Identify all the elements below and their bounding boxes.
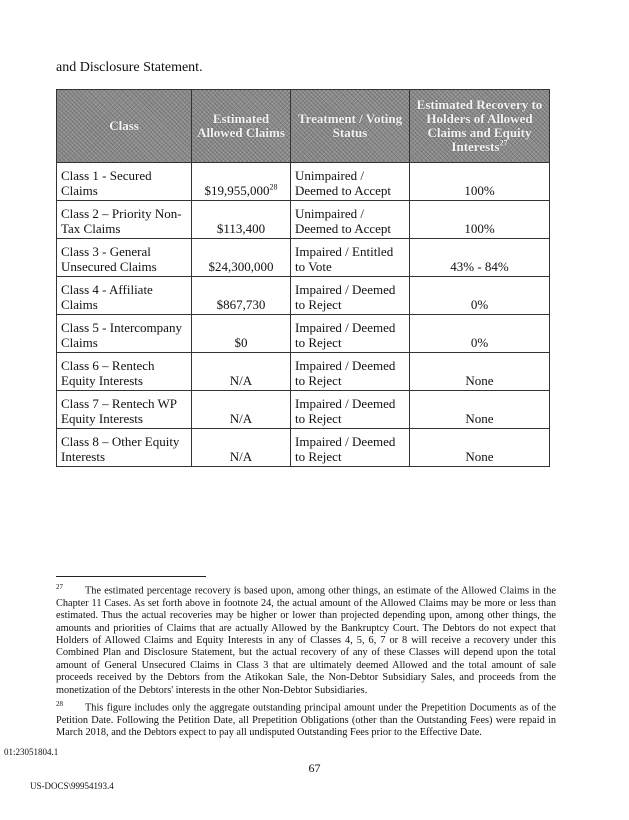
class-cell: Class 1 - Secured Claims [57, 163, 192, 201]
allowed-claims-cell: N/A [192, 391, 291, 429]
footnote-ref-28: 28 [269, 182, 278, 192]
footnote-28-text: This figure includes only the aggregate outstanding principal amount under the Prepetition Documents as of the Petition Date. Following the Petition Date, all Prepetition Obligations (other than the Outstanding Fees) were repaid in March 2018, and the Debtors expect to pay all undisputed Outstanding Fees prior to the Effective Date. [56, 702, 556, 739]
class-cell: Class 6 – Rentech Equity Interests [57, 353, 192, 391]
intro-text: and Disclosure Statement. [56, 60, 203, 75]
treatment-cell: Impaired / Deemed to Reject [291, 315, 410, 353]
treatment-cell: Impaired / Entitled to Vote [291, 239, 410, 277]
table-row [57, 277, 550, 315]
header-estimated-recovery: Estimated Recovery to Holders of Allowed Claims and Equity Interests$^{27}$ [410, 90, 550, 163]
recovery-cell: None [410, 353, 550, 391]
allowed-claims-cell: $113,400 [192, 201, 291, 239]
recovery-cell: 100% [410, 201, 550, 239]
page-number: 67 [308, 761, 321, 775]
allowed-claims-cell: N/A [192, 429, 291, 467]
treatment-cell: Impaired / Deemed to Reject [291, 277, 410, 315]
header-class: Class [57, 90, 192, 163]
table-row [57, 429, 550, 467]
class-cell: Class 8 – Other Equity Interests [57, 429, 192, 467]
class-cell: Class 4 - Affiliate Claims [57, 277, 192, 315]
header-treatment-voting-status: Treatment / Voting Status [291, 90, 410, 163]
footnote-separator [56, 576, 206, 577]
footnote-ref-27: 27 [499, 138, 508, 148]
footnote-28-mark: 28 [56, 700, 63, 708]
class-recovery-table [56, 89, 550, 467]
recovery-cell: 0% [410, 315, 550, 353]
treatment-cell: Unimpaired / Deemed to Accept [291, 163, 410, 201]
treatment-cell: Unimpaired / Deemed to Accept [291, 201, 410, 239]
treatment-cell: Impaired / Deemed to Reject [291, 391, 410, 429]
document-id-bottom: US-DOCS\99954193.4 [30, 781, 114, 791]
table-row [57, 353, 550, 391]
recovery-cell: 0% [410, 277, 550, 315]
recovery-cell: 100% [410, 163, 550, 201]
table-row [57, 391, 550, 429]
allowed-claims-cell: $19,955,000$^{28}$ [192, 163, 291, 201]
treatment-cell: Impaired / Deemed to Reject [291, 429, 410, 467]
class-cell: Class 3 - General Unsecured Claims [57, 239, 192, 277]
table-row [57, 201, 550, 239]
allowed-claims-cell: $867,730 [192, 277, 291, 315]
footnote-28 [56, 698, 556, 740]
document-id-top: 01:23051804.1 [4, 747, 59, 757]
table-row [57, 315, 550, 353]
recovery-cell: 43% - 84% [410, 239, 550, 277]
footnote-27-mark: 27 [56, 583, 63, 591]
footnote-27 [56, 581, 556, 697]
class-cell: Class 2 – Priority Non-Tax Claims [57, 201, 192, 239]
class-cell: Class 7 – Rentech WP Equity Interests [57, 391, 192, 429]
table-row [57, 239, 550, 277]
recovery-cell: None [410, 429, 550, 467]
footnote-27-text: The estimated percentage recovery is based upon, among other things, an estimate of the Allowed Claims in the Chapter 11 Cases. As set forth above in footnote 24, the actual amount of the Allowed Claims may be more or less than estimated. Thus the actual recoveries may be higher or lower than projected depending upon, among other things, the amounts and priorities of Claims that are actually Allowed by the Bankruptcy Court. The Debtors do not expect that Holders of Allowed Claims and Equity Interests in any of Classes 4, 5, 6, 7 or 8 will receive a recovery under this Combined Plan and Disclosure Statement, but the actual recovery of any of these Classes will depend upon the total amount of General Unsecured Claims in Class 3 that are ultimately deemed Allowed and the total amount of sale proceeds received by the Debtors from the Atikokan Sale, the Non-Debtor Subsidiary Sales, and proceeds from the monetization of the Debtors' interests in the other Non-Debtor Subsidiaries. [56, 585, 556, 696]
class-cell: Class 5 - Intercompany Claims [57, 315, 192, 353]
table-row [57, 163, 550, 201]
header-estimated-allowed-claims: Estimated Allowed Claims [192, 90, 291, 163]
treatment-cell: Impaired / Deemed to Reject [291, 353, 410, 391]
allowed-claims-cell: $0 [192, 315, 291, 353]
allowed-claims-cell: N/A [192, 353, 291, 391]
recovery-cell: None [410, 391, 550, 429]
table-header-row [57, 90, 550, 163]
allowed-claims-cell: $24,300,000 [192, 239, 291, 277]
